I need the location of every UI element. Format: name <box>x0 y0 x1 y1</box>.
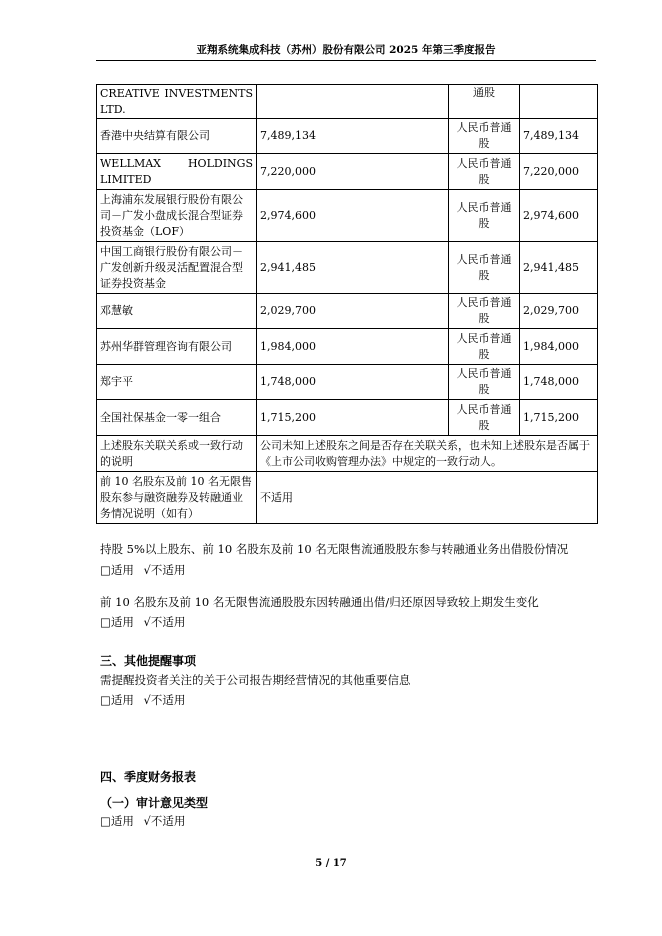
share-type: 人民币普通股 <box>449 242 520 294</box>
top-shareholders-table <box>96 84 598 524</box>
relation-label: 上述股东关联关系或一致行动的说明 <box>97 436 257 472</box>
shares-held: 2,974,600 <box>257 190 449 242</box>
share-type: 人民币普通股 <box>449 294 520 329</box>
other-reminders-heading: 三、其他提醒事项 <box>100 654 197 668</box>
shareholder-name: 苏州华群管理咨询有限公司 <box>97 329 257 365</box>
table-row <box>97 154 598 190</box>
share-type: 人民币普通股 <box>449 154 520 190</box>
share-count: 2,974,600 <box>520 190 598 242</box>
applicable-checkbox[interactable]: □适用 <box>100 814 134 828</box>
share-type: 人民币普通股 <box>449 190 520 242</box>
table-row <box>97 242 598 294</box>
shares-held: 2,029,700 <box>257 294 449 329</box>
share-count: 2,941,485 <box>520 242 598 294</box>
change-section-title: 前 10 名股东及前 10 名无限售流通股股东因转融通出借/归还原因导致较上期发生变化 <box>100 595 539 609</box>
share-count: 1,715,200 <box>520 400 598 436</box>
shares-held: 1,748,000 <box>257 365 449 400</box>
shareholder-name: 香港中央结算有限公司 <box>97 119 257 154</box>
page-number: 5 / 17 <box>315 858 347 869</box>
table-row <box>97 85 598 119</box>
shares-held <box>257 85 449 119</box>
table-row <box>97 119 598 154</box>
relation-description: 公司未知上述股东之间是否存在关联关系，也未知上述股东是否属于《上市公司收购管理办法》中规定的一致行动人。 <box>257 436 598 472</box>
shares-held: 7,489,134 <box>257 119 449 154</box>
share-count: 7,489,134 <box>520 119 598 154</box>
not-applicable-checkbox[interactable]: √不适用 <box>143 814 186 828</box>
header-divider <box>96 60 596 61</box>
share-count: 1,748,000 <box>520 365 598 400</box>
other-reminders-text: 需提醒投资者关注的关于公司报告期经营情况的其他重要信息 <box>100 673 411 687</box>
lending-options <box>100 562 191 578</box>
shares-held: 1,984,000 <box>257 329 449 365</box>
table-row <box>97 436 598 472</box>
reminder-options <box>100 692 191 708</box>
share-count: 7,220,000 <box>520 154 598 190</box>
share-type: 人民币普通股 <box>449 400 520 436</box>
shareholder-name: CREATIVE INVESTMENTS LTD. <box>97 85 257 119</box>
table-row <box>97 329 598 365</box>
margin-trading-label: 前 10 名股东及前 10 名无限售股东参与融资融券及转融通业务情况说明（如有） <box>97 472 257 524</box>
share-count: 2,029,700 <box>520 294 598 329</box>
audit-opinion-heading: （一）审计意见类型 <box>100 796 209 810</box>
audit-options <box>100 813 191 829</box>
shares-held: 7,220,000 <box>257 154 449 190</box>
applicable-checkbox[interactable]: □适用 <box>100 615 134 629</box>
shares-held: 2,941,485 <box>257 242 449 294</box>
table-row <box>97 294 598 329</box>
not-applicable-checkbox[interactable]: √不适用 <box>143 563 186 577</box>
shareholder-name: WELLMAX HOLDINGS LIMITED <box>97 154 257 190</box>
table-row <box>97 190 598 242</box>
not-applicable-checkbox[interactable]: √不适用 <box>143 615 186 629</box>
change-options <box>100 614 191 630</box>
financial-statements-heading: 四、季度财务报表 <box>100 770 197 784</box>
shareholder-name: 中国工商银行股份有限公司－广发创新升级灵活配置混合型证券投资基金 <box>97 242 257 294</box>
share-type: 通股 <box>449 85 520 119</box>
shareholder-name: 郑宇平 <box>97 365 257 400</box>
applicable-checkbox[interactable]: □适用 <box>100 563 134 577</box>
applicable-checkbox[interactable]: □适用 <box>100 693 134 707</box>
shareholder-name: 全国社保基金一零一组合 <box>97 400 257 436</box>
share-type: 人民币普通股 <box>449 329 520 365</box>
share-type: 人民币普通股 <box>449 365 520 400</box>
table-row <box>97 400 598 436</box>
shareholder-name: 邓慧敏 <box>97 294 257 329</box>
share-type: 人民币普通股 <box>449 119 520 154</box>
margin-trading-value: 不适用 <box>257 472 598 524</box>
share-count: 1,984,000 <box>520 329 598 365</box>
shareholder-name: 上海浦东发展银行股份有限公司－广发小盘成长混合型证券投资基金（LOF） <box>97 190 257 242</box>
shares-held: 1,715,200 <box>257 400 449 436</box>
table-row <box>97 472 598 524</box>
report-header-title: 亚翔系统集成科技（苏州）股份有限公司 2025 年第三季度报告 <box>196 44 496 56</box>
not-applicable-checkbox[interactable]: √不适用 <box>143 693 186 707</box>
lending-section-title: 持股 5%以上股东、前 10 名股东及前 10 名无限售流通股股东参与转融通业务出借股份情况 <box>100 542 569 556</box>
table-row <box>97 365 598 400</box>
share-count <box>520 85 598 119</box>
